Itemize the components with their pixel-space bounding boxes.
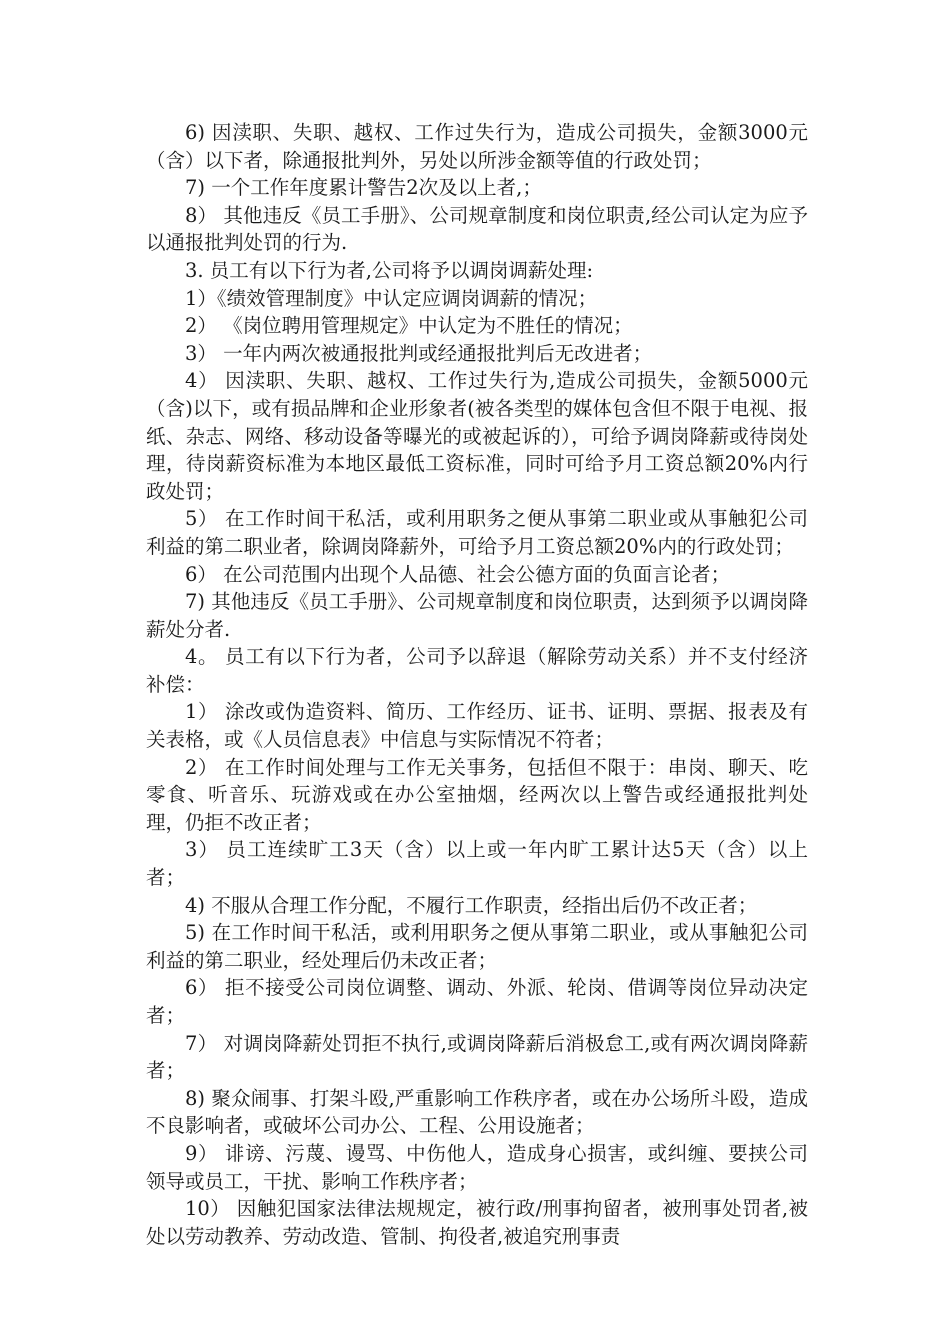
paragraph: 10） 因触犯国家法律法规规定，被行政/刑事拘留者，被刑事处罚者,被处以劳动教养、劳动改造、管制、拘役者,被追究刑事责 (146, 1197, 808, 1248)
paragraph: 7） 对调岗降薪处罚拒不执行,或调岗降薪后消极怠工,或有两次调岗降薪者； (146, 1031, 808, 1083)
paragraph: 3） 一年内两次被通报批判或经通报批判后无改进者； (185, 341, 653, 365)
paragraph: 6) 因渎职、失职、越权、工作过失行为，造成公司损失，金额3000元（含）以下者，除通报批判外，另处以所涉金额等值的行政处罚； (146, 121, 808, 172)
paragraph: 5） 在工作时间干私活，或利用职务之便从事第二职业或从事触犯公司利益的第二职业者，除调岗降薪外，可给予月工资总额20%内的行政处罚； (146, 507, 808, 558)
paragraph: 1）《绩效管理制度》中认定应调岗调薪的情况； (185, 286, 598, 310)
paragraph: 2） 《岗位聘用管理规定》中认定为不胜任的情况； (185, 314, 633, 338)
section-heading: 4。 员工有以下行为者，公司予以辞退（解除劳动关系）并不支付经济补偿： (146, 645, 808, 696)
paragraph: 7) 一个工作年度累计警告2次及以上者,； (185, 176, 542, 200)
paragraph: 9） 诽谤、污蔑、谩骂、中伤他人，造成身心损害，或纠缠、要挟公司领导或员工，干扰、影响工作秩序者； (146, 1141, 808, 1193)
paragraph: 5) 在工作时间干私活，或利用职务之便从事第二职业，或从事触犯公司利益的第二职业，经处理后仍未改正者； (146, 921, 808, 972)
section-heading: 3. 员工有以下行为者,公司将予以调岗调薪处理: (185, 258, 594, 282)
paragraph: 8） 其他违反《员工手册》、公司规章制度和岗位职责,经公司认定为应予以通报批判处罚的行为. (146, 203, 808, 255)
paragraph: 7) 其他违反《员工手册》、公司规章制度和岗位职责，达到须予以调岗降薪处分者. (146, 590, 808, 641)
paragraph: 2） 在工作时间处理与工作无关事务，包括但不限于：串岗、聊天、吃零食、听音乐、玩游戏或在办公室抽烟，经两次以上警告或经通报批判处理，仍拒不改正者； (146, 755, 808, 834)
paragraph: 1） 涂改或伪造资料、简历、工作经历、证书、证明、票据、报表及有关表格，或《人员信息表》中信息与实际情况不符者； (146, 700, 808, 752)
paragraph: 3） 员工连续旷工3天（含）以上或一年内旷工累计达5天（含）以上者； (146, 838, 808, 890)
paragraph: 4） 因渎职、失职、越权、工作过失行为,造成公司损失，金额5000元（含)以下，或有损品牌和企业形象者(被各类型的媒体包含但不限于电视、报纸、杂志、网络、移动设备等曝光的或被起诉的），可给予调岗降薪或待岗处理，待岗薪资标准为本地区最低工资标准，同时可给予月工资总额20%内行政处罚； (146, 369, 808, 503)
paragraph: 4) 不服从合理工作分配，不履行工作职责，经指出后仍不改正者； (185, 893, 758, 917)
document-body (146, 119, 808, 1250)
paragraph: 6） 在公司范围内出现个人品德、社会公德方面的负面言论者； (185, 562, 731, 586)
paragraph: 6） 拒不接受公司岗位调整、调动、外派、轮岗、借调等岗位异动决定者； (146, 976, 808, 1027)
paragraph: 8) 聚众闹事、打架斗殴,严重影响工作秩序者，或在办公场所斗殴，造成不良影响者，或破坏公司办公、工程、公用设施者； (146, 1086, 808, 1138)
